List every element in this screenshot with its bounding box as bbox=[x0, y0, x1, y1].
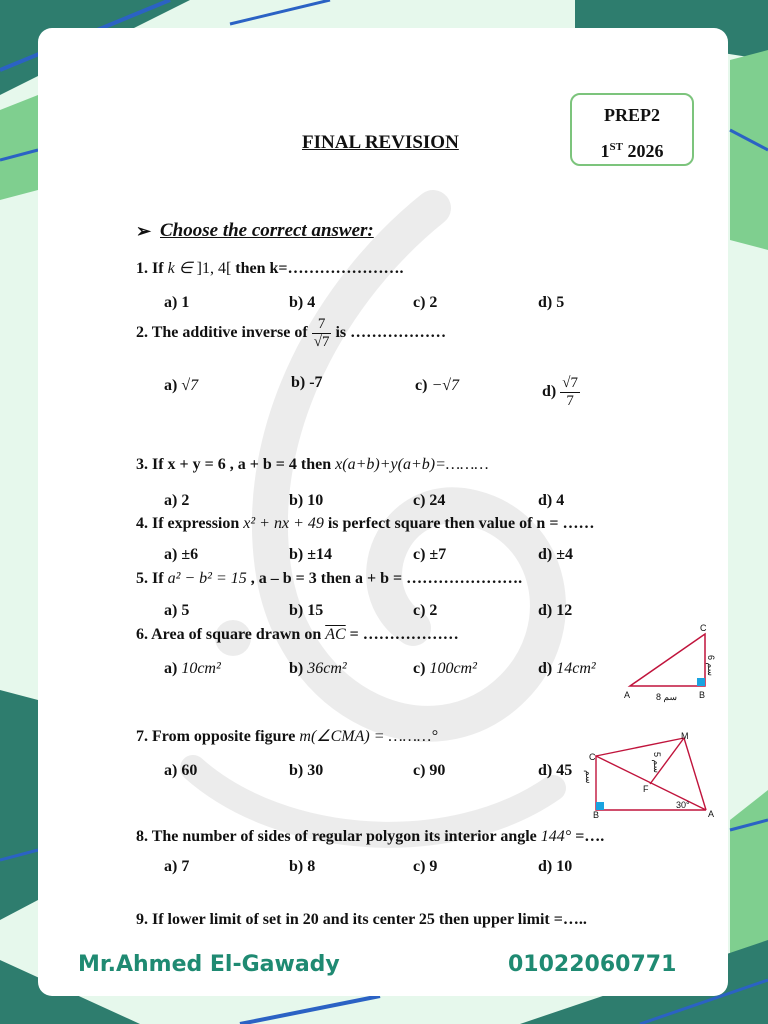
q7-label-f: F bbox=[643, 784, 649, 794]
term-year: 1ST 2026 bbox=[600, 141, 664, 161]
class-label: PREP2 bbox=[604, 105, 660, 125]
q2-option-d[interactable]: d) $\frac{√7}{7}$ bbox=[542, 375, 578, 409]
class-year-box bbox=[570, 93, 694, 166]
q4-option-b[interactable]: b) ±14 bbox=[289, 546, 333, 563]
q7-option-d[interactable]: d) 45 bbox=[538, 762, 573, 779]
q8-option-b[interactable]: b) 8 bbox=[289, 858, 316, 875]
q7-label-cb: سم bbox=[584, 770, 594, 784]
page-title: FINAL REVISION bbox=[302, 132, 459, 153]
q6-option-a[interactable]: a) 10cm² bbox=[164, 660, 221, 677]
q6-option-c[interactable]: c) 100cm² bbox=[413, 660, 477, 677]
q6-label-c: C bbox=[700, 623, 707, 633]
question-7: 7. From opposite figure m(∠CMA) = ………° bbox=[136, 728, 438, 745]
q6-label-a: A bbox=[624, 690, 631, 700]
question-8: 8. The number of sides of regular polygon its interior angle 144° =…. bbox=[136, 828, 605, 845]
q3-option-d[interactable]: d) 4 bbox=[538, 492, 565, 509]
q2-option-c[interactable]: c) −√7 bbox=[415, 377, 460, 394]
q5-option-b[interactable]: b) 15 bbox=[289, 602, 324, 619]
q2-option-b[interactable]: b) -7 bbox=[291, 374, 323, 391]
q4-option-a[interactable]: a) ±6 bbox=[164, 546, 199, 563]
q5-option-a[interactable]: a) 5 bbox=[164, 602, 190, 619]
q8-option-c[interactable]: c) 9 bbox=[413, 858, 438, 875]
question-5: 5. If a² − b² = 15 , a – b = 3 then a + b = …………………. bbox=[136, 570, 523, 587]
q6-option-b[interactable]: b) 36cm² bbox=[289, 660, 347, 677]
q7-label-m: M bbox=[681, 731, 689, 741]
q1-option-d[interactable]: d) 5 bbox=[538, 294, 565, 311]
q5-option-c[interactable]: c) 2 bbox=[413, 602, 438, 619]
q3-option-c[interactable]: c) 24 bbox=[413, 492, 446, 509]
q7-triangle-figure bbox=[588, 728, 718, 820]
teacher-phone: 01022060771 bbox=[508, 952, 677, 977]
section-heading: Choose the correct answer: bbox=[160, 220, 374, 241]
q5-option-d[interactable]: d) 12 bbox=[538, 602, 573, 619]
q4-option-d[interactable]: d) ±4 bbox=[538, 546, 574, 563]
arrow-bullet-icon: ➢ bbox=[136, 221, 152, 241]
question-4: 4. If expression x² + nx + 49 is perfect square then value of n = …… bbox=[136, 515, 595, 532]
question-9: 9. If lower limit of set in 20 and its center 25 then upper limit =….. bbox=[136, 911, 587, 928]
q7-label-b: B bbox=[593, 810, 600, 820]
q2-fraction: $\frac{7}{√7}$ bbox=[313, 316, 330, 350]
q7-label-a: A bbox=[708, 809, 715, 819]
q6-option-d[interactable]: d) 14cm² bbox=[538, 660, 596, 677]
q7-option-b[interactable]: b) 30 bbox=[289, 762, 324, 779]
q4-option-c[interactable]: c) ±7 bbox=[413, 546, 447, 563]
question-1: 1. If k ∈ ]1, 4[ then k=…………………. bbox=[136, 260, 404, 277]
q7-option-a[interactable]: a) 60 bbox=[164, 762, 198, 779]
q1-option-c[interactable]: c) 2 bbox=[413, 294, 438, 311]
q6-label-ab: 8 سم bbox=[656, 692, 678, 702]
q3-option-b[interactable]: b) 10 bbox=[289, 492, 324, 509]
q3-option-a[interactable]: a) 2 bbox=[164, 492, 190, 509]
teacher-name: Mr.Ahmed El-Gawady bbox=[78, 952, 340, 977]
question-3: 3. If x + y = 6 , a + b = 4 then x(a+b)+y(a+b)=……… bbox=[136, 456, 489, 473]
q7-label-mf: 5 سم bbox=[652, 752, 662, 774]
q7-option-c[interactable]: c) 90 bbox=[413, 762, 446, 779]
q1-option-b[interactable]: b) 4 bbox=[289, 294, 316, 311]
q1-option-a[interactable]: a) 1 bbox=[164, 294, 190, 311]
question-2: 2. The additive inverse of $\frac{7}{√7}$ is ……………… bbox=[136, 316, 447, 350]
q7-label-c: C bbox=[589, 752, 596, 762]
question-6: 6. Area of square drawn on $\overline{AC}$ = ……………… bbox=[136, 626, 459, 643]
q6-label-bc: 6 سم bbox=[706, 655, 716, 677]
q8-option-d[interactable]: d) 10 bbox=[538, 858, 573, 875]
q8-option-a[interactable]: a) 7 bbox=[164, 858, 190, 875]
worksheet-card bbox=[38, 28, 728, 996]
q2-option-a[interactable]: a) √7 bbox=[164, 377, 199, 394]
q7-label-angle: 30° bbox=[676, 800, 690, 810]
q6-label-b: B bbox=[699, 690, 706, 700]
